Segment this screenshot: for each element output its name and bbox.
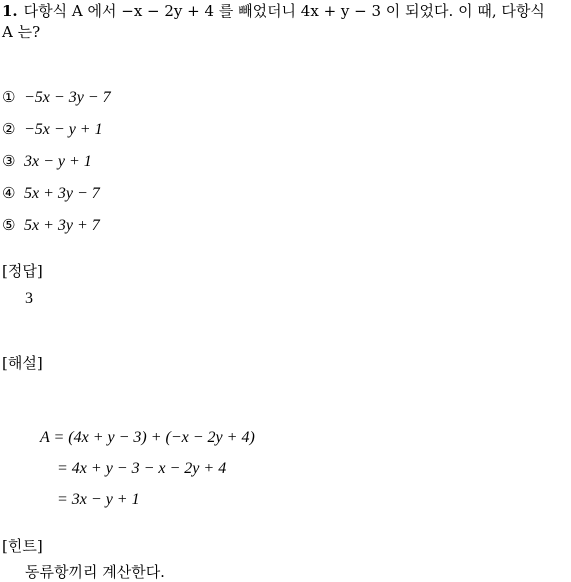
- question-number: 1.: [2, 2, 18, 20]
- explanation-equation-line: = 3x − y + 1: [57, 491, 140, 508]
- choice-marker: ⑤: [2, 216, 16, 234]
- explanation-label: [해설]: [2, 354, 43, 372]
- choice-expression: 3x − y + 1: [24, 153, 92, 170]
- explanation-equation-line: = 4x + y − 3 − x − 2y + 4: [57, 460, 227, 477]
- choice-marker: ④: [2, 184, 16, 202]
- question-text-line-2: A 는?: [2, 23, 41, 41]
- choice-marker: ③: [2, 152, 16, 170]
- choice-4: [2, 184, 100, 204]
- choice-5: [2, 216, 100, 236]
- choice-expression: 5x + 3y + 7: [24, 217, 100, 234]
- question-line-1: [2, 2, 545, 21]
- choice-expression: 5x + 3y − 7: [24, 185, 100, 202]
- choice-marker: ②: [2, 120, 16, 138]
- question-line-2: [2, 23, 40, 42]
- answer-value: 3: [25, 290, 33, 307]
- choice-3: [2, 152, 92, 172]
- answer-label: [정답]: [2, 262, 43, 280]
- hint-label: [힌트]: [2, 537, 43, 555]
- hint-text: 동류항끼리 계산한다.: [25, 563, 165, 581]
- question-text-line-1: 다항식 A 에서 −x − 2y + 4 를 빼었더니 4x + y − 3 이 되었다. 이 때, 다항식: [23, 2, 545, 20]
- choice-2: [2, 120, 103, 140]
- choice-1: [2, 88, 111, 108]
- explanation-equation-line: A = (4x + y − 3) + (−x − 2y + 4): [40, 429, 255, 446]
- choice-marker: ①: [2, 88, 16, 106]
- choice-expression: −5x − y + 1: [24, 121, 103, 138]
- choice-expression: −5x − 3y − 7: [24, 89, 111, 106]
